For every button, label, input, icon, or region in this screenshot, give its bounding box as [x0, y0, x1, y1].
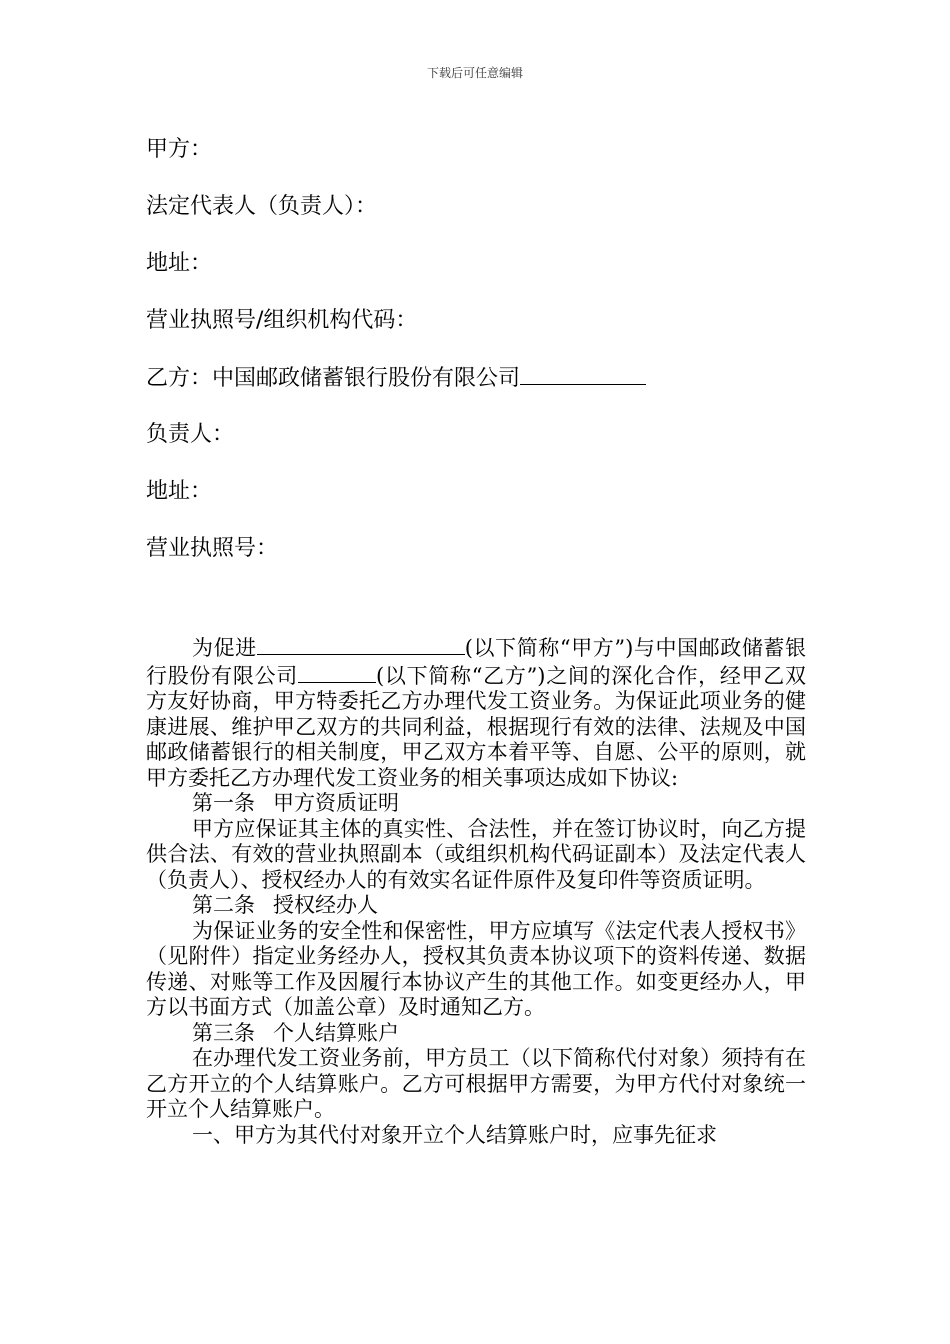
party-info-block	[146, 130, 806, 586]
agreement-body	[146, 634, 806, 1148]
intro-text-1: 为促进	[192, 636, 257, 660]
address-b-label: 地址：	[146, 479, 213, 504]
article-1-text: 甲方应保证其主体的真实性、合法性，并在签订协议时，向乙方提供合法、有效的营业执照副本（或组织机构代码证副本）及法定代表人（负责人）、授权经办人的有效实名证件原件及复印件等资质证明。	[146, 816, 806, 892]
party-b-label: 乙方：中国邮政储蓄银行股份有限公司	[146, 366, 521, 391]
article-3-heading	[146, 1021, 806, 1047]
party-a-name-blank	[257, 634, 465, 655]
article-1-title: 甲方资质证明	[273, 791, 399, 815]
intro-text-3: (以下简称“乙方”)之间的深化合作，经甲乙双方友好协商，甲方特委托乙方办理代发工资业务。为保证此项业务的健康进展、维护甲乙双方的共同利益，根据现行有效的法律、法规及中国邮政储蓄银行的相关制度，甲乙双方本着平等、自愿、公平的原则，就甲方委托乙方办理代发工资业务的相关事项达成如下协议:	[146, 663, 807, 790]
license-b-label: 营业执照号：	[146, 536, 279, 561]
license-a-label: 营业执照号/组织机构代码：	[146, 308, 418, 333]
article-2-number: 第二条	[192, 893, 255, 917]
article-3-title: 个人结算账户	[273, 1020, 399, 1045]
article-1-number: 第一条	[192, 791, 255, 815]
party-b-line	[146, 358, 806, 415]
article-3-item-1: 一、甲方为其代付对象开立个人结算账户时，应事先征求	[192, 1122, 717, 1147]
intro-text-2: (以下简称“甲方”)与中国邮政储蓄银行股份有限公司	[146, 636, 807, 688]
party-b-branch-blank	[298, 662, 376, 683]
article-2-text: 为保证业务的安全性和保密性，甲方应填写《法定代表人授权书》（见附件）指定业务经办人，授权其负责本协议项下的资料传递、数据传递、对账等工作及因履行本协议产生的其他工作。如变更经办人，甲方以书面方式（加盖公章）及时通知乙方。	[146, 918, 806, 1019]
article-2-heading	[146, 893, 806, 919]
article-1-heading	[146, 791, 806, 817]
article-3-number: 第三条	[192, 1020, 255, 1045]
party-b-blank	[520, 358, 646, 385]
intro-paragraph	[146, 634, 806, 791]
article-2-title: 授权经办人	[273, 893, 378, 917]
party-a-label: 甲方：	[146, 137, 213, 162]
legal-rep-label: 法定代表人（负责人）：	[146, 194, 378, 219]
header-note: 下载后可任意编辑	[426, 66, 523, 80]
address-a-label: 地址：	[146, 251, 213, 276]
responsible-b-label: 负责人：	[146, 422, 235, 447]
article-3-text: 在办理代发工资业务前，甲方员工（以下简称代付对象）须持有在乙方开立的个人结算账户。乙方可根据甲方需要，为甲方代付对象统一开立个人结算账户。	[146, 1046, 806, 1121]
